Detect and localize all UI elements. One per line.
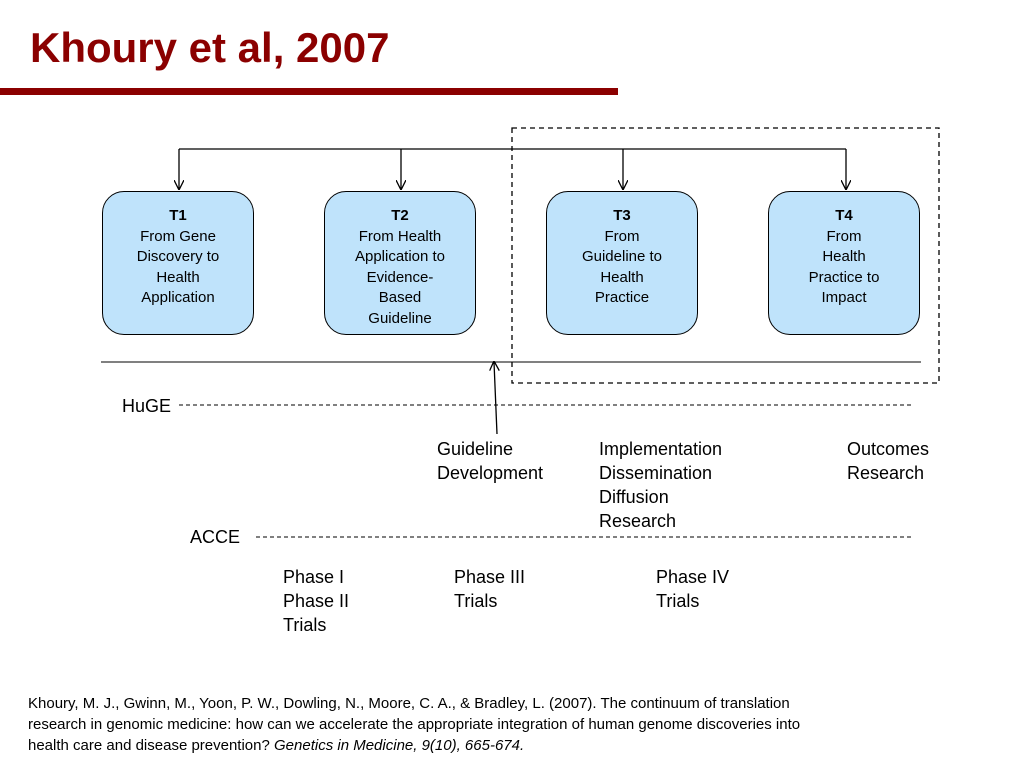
citation bbox=[28, 693, 828, 756]
phase-description: From Gene Discovery to Health Application bbox=[136, 227, 220, 306]
acce-item-phase-3: Phase III Trials bbox=[454, 567, 526, 611]
phase-description: From Health Application to Evidence- Based Guideline bbox=[354, 227, 446, 327]
phase-box-t3 bbox=[546, 191, 698, 335]
phase-code: T4 bbox=[835, 207, 853, 224]
phase-code: T1 bbox=[169, 207, 187, 224]
phase-box-t1 bbox=[102, 191, 254, 335]
guideline-arrow bbox=[494, 362, 497, 434]
huge-item-guideline-development: Guideline Development bbox=[437, 439, 544, 483]
acce-label: ACCE bbox=[190, 527, 241, 547]
citation-text: Khoury, M. J., Gwinn, M., Yoon, P. W., Dowling, N., Moore, C. A., & Bradley, L. (2007). The continuum of translation research in genomic medicine: how can we accelerate the appropriate integration of human genome discoveries into health care and disease prevention? bbox=[28, 695, 801, 754]
huge-item-implementation: Implementation Dissemination Diffusion Research bbox=[599, 439, 723, 531]
citation-journal: Genetics in Medicine, 9(10), 665-674. bbox=[274, 737, 525, 754]
phase-code: T3 bbox=[613, 207, 631, 224]
phase-description: From Health Practice to Impact bbox=[808, 227, 880, 306]
phase-box-t2 bbox=[324, 191, 476, 335]
phase-description: From Guideline to Health Practice bbox=[581, 227, 663, 306]
phase-code: T2 bbox=[391, 207, 409, 224]
huge-item-outcomes-research: Outcomes Research bbox=[847, 439, 930, 483]
huge-label: HuGE bbox=[122, 396, 172, 416]
acce-item-phase-1-2: Phase I Phase II Trials bbox=[283, 567, 350, 635]
slide-title: Khoury et al, 2007 bbox=[30, 24, 390, 71]
acce-item-phase-4: Phase IV Trials bbox=[656, 567, 730, 611]
phase-box-t4 bbox=[768, 191, 920, 335]
